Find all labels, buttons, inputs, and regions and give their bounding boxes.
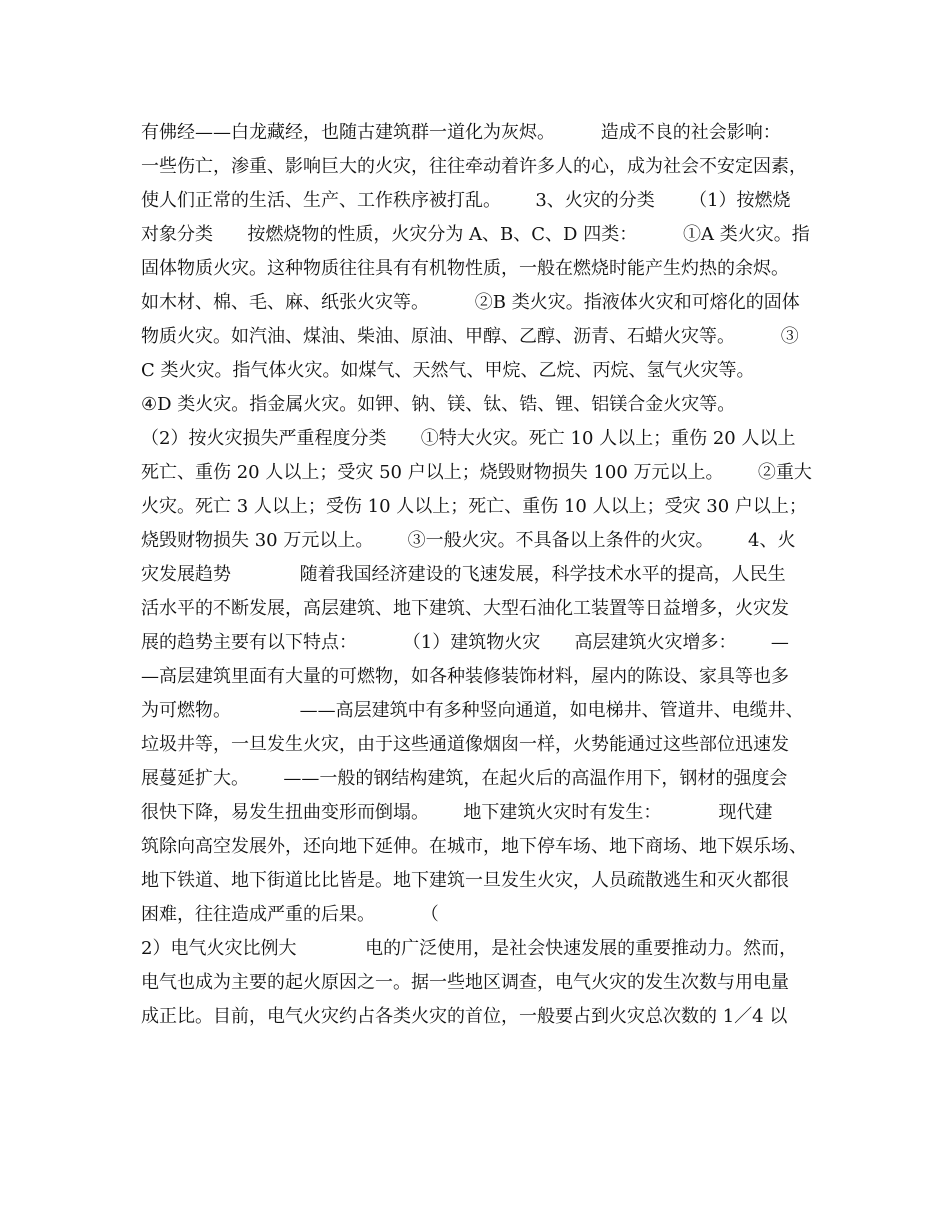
text-line: C 类火灾。指气体火灾。如煤气、天然气、甲烷、乙烷、丙烷、氢气火灾等。 (141, 360, 755, 381)
text-line: 对象分类 按燃烧物的性质，火灾分为 A、B、C、D 四类： ①A 类火灾。指 (141, 224, 810, 245)
text-line: 如木材、棉、毛、麻、纸张火灾等。 ②B 类火灾。指液体火灾和可熔化的固体 (141, 292, 800, 313)
text-line: 有佛经——白龙藏经，也随古建筑群一道化为灰烬。 造成不良的社会影响： (141, 122, 781, 143)
body-text (141, 116, 821, 1034)
text-line: 困难，往往造成严重的后果。 （ (141, 904, 439, 925)
text-line: 筑除向高空发展外，还向地下延伸。在城市，地下停车场、地下商场、地下娱乐场、 (141, 836, 807, 857)
text-line: 2）电气火灾比例大 电的广泛使用，是社会快速发展的重要推动力。然而， (141, 938, 798, 959)
text-line: —高层建筑里面有大量的可燃物，如各种装修装饰材料，屋内的陈设、家具等也多 (141, 666, 789, 687)
text-line: 展的趋势主要有以下特点： （1）建筑物火灾 高层建筑火灾增多： — (141, 632, 789, 653)
text-line: 展蔓延扩大。 ——一般的钢结构建筑，在起火后的高温作用下，钢材的强度会 (141, 768, 788, 789)
text-line: 活水平的不断发展，高层建筑、地下建筑、大型石油化工装置等日益增多，火灾发 (141, 598, 789, 619)
text-line: 为可燃物。 ——高层建筑中有多种竖向通道，如电梯井、管道井、电缆井、 (141, 700, 804, 721)
text-line: 很快下降，易发生扭曲变形而倒塌。 地下建筑火灾时有发生： 现代建 (141, 802, 773, 823)
text-line: 死亡、重伤 20 人以上；受灾 50 户以上；烧毁财物损失 100 万元以上。 ②重大 (141, 462, 812, 483)
text-line: 地下铁道、地下街道比比皆是。地下建筑一旦发生火灾，人员疏散逃生和灭火都很 (141, 870, 789, 891)
text-line: 火灾。死亡 3 人以上；受伤 10 人以上；死亡、重伤 10 人以上；受灾 30 户以上； (141, 496, 807, 517)
text-line: 灾发展趋势 随着我国经济建设的飞速发展，科学技术水平的提高，人民生 (141, 564, 786, 585)
text-line: 物质火灾。如汽油、煤油、柴油、原油、甲醇、乙醇、沥青、石蜡火灾等。 ③ (141, 326, 799, 347)
text-line: ④D 类火灾。指金属火灾。如钾、钠、镁、钛、锆、锂、铝镁合金火灾等。 (141, 394, 736, 415)
text-line: （2）按火灾损失严重程度分类 ①特大火灾。死亡 10 人以上；重伤 20 人以上 (141, 428, 796, 449)
text-line: 固体物质火灾。这种物质往往具有有机物性质，一般在燃烧时能产生灼热的余烬。 (141, 258, 789, 279)
text-line: 成正比。目前，电气火灾约占各类火灾的首位，一般要占到火灾总次数的 1／4 以 (141, 1006, 788, 1027)
text-line: 垃圾井等，一旦发生火灾，由于这些通道像烟囱一样，火势能通过这些部位迅速发 (141, 734, 789, 755)
text-line: 烧毁财物损失 30 万元以上。 ③一般火灾。不具备以上条件的火灾。 4、火 (141, 530, 796, 551)
text-line: 电气也成为主要的起火原因之一。据一些地区调查，电气火灾的发生次数与用电量 (141, 972, 789, 993)
text-line: 使人们正常的生活、生产、工作秩序被打乱。 3、火灾的分类 （1）按燃烧 (141, 190, 791, 211)
text-line: 一些伤亡，渗重、影响巨大的火灾，往往牵动着许多人的心，成为社会不安定因素， (141, 156, 807, 177)
